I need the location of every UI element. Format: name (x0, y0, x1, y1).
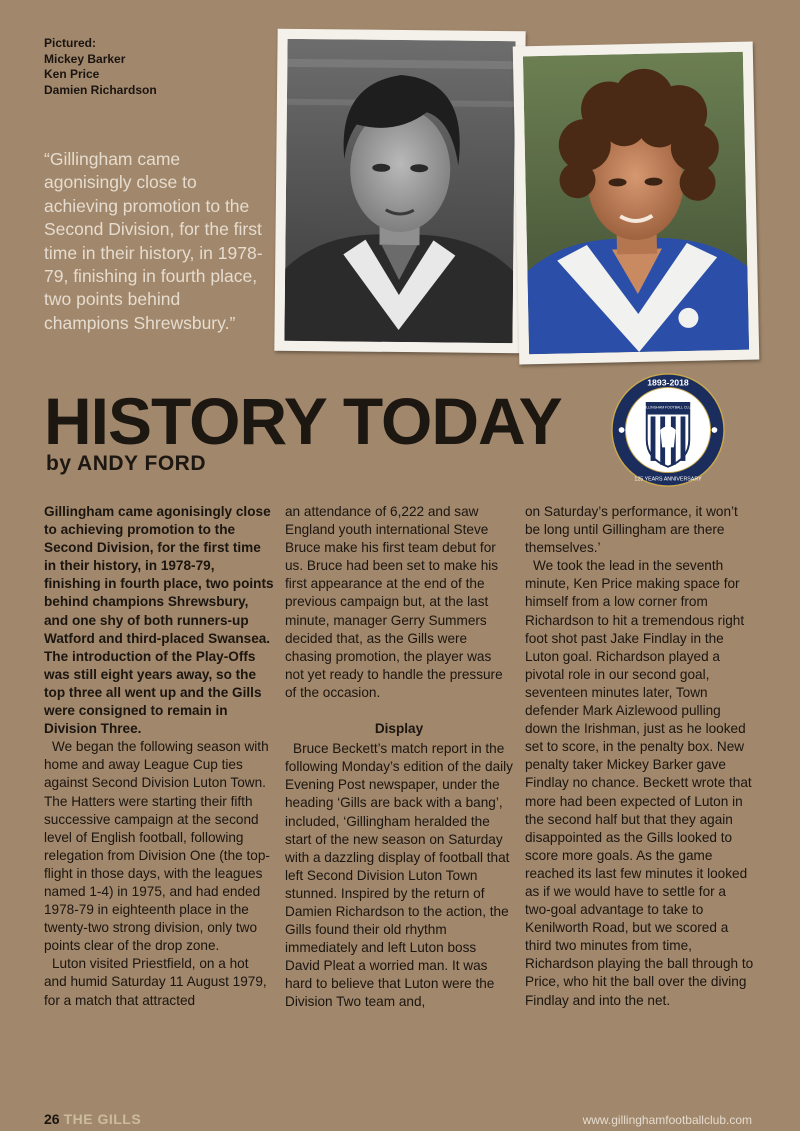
article-column-1 (44, 503, 274, 1010)
badge-star-icon (712, 427, 718, 433)
byline: by ANDY FORD (46, 452, 207, 475)
body-paragraph: Luton visited Priestfield, on a hot and humid Saturday 11 August 1979, for a match that attracted (44, 956, 267, 1008)
badge-bottom-text: 125 YEARS ANNIVERSARY (634, 476, 702, 483)
body-paragraph: Bruce Beckett’s match report in the following Monday’s edition of the daily Evening Post newspaper, under the heading ‘Gills are back with a bang’, included, ‘Gillingham heralded the start of the new season on Saturday with a dazzling display of football that left Second Division Luton Town stunned. Inspired by the return of Damien Richardson to the action, the Gills found their old rhythm immediately and left Luton boss David Pleat a worried man. It was hard to believe that Luton were the Division Two team and, (285, 741, 513, 1010)
page-number: 26 (44, 1111, 60, 1127)
badge-top-text: 1893-2018 (647, 377, 689, 388)
portrait-image (523, 52, 749, 355)
footer-url: www.gillinghamfootballclub.com (582, 1113, 752, 1127)
headline: HISTORY TODAY (44, 384, 562, 458)
anniversary-badge (610, 372, 726, 488)
portrait-image (284, 39, 515, 343)
body-paragraph: We took the lead in the seventh minute, Ken Price making space for himself from a low corner from Richardson to hit a tremendous right foot shot past Jake Findlay in the Luton goal. Richardson played a pivotal role in our second goal, seventeen minutes later, Town defender Mark Aizlewood pulling down the Irishman, just as he looked set to score, in the penalty box. New penalty taker Mickey Barker gave Findlay no chance. Beckett wrote that more had been expected of Luton in the second half but that they again disappointed as the Gills looked to score more goals. As the game reached its last few minutes it looked as if we would have to settle for a two-goal advantage to take to Kenilworth Road, but we scored a third two minutes from time, Richardson playing the ball through to Price, who hit the ball over the diving Findlay and into the net. (525, 558, 754, 1008)
caption-name: Ken Price (44, 67, 100, 81)
article-column-2 (285, 503, 513, 1012)
player-photo-colour (513, 42, 760, 365)
body-paragraph: We began the following season with home and away League Cup ties against Second Division Luton Town. The Hatters were starting their fifth successive campaign at the second level of English football, following relegation from Division One (the top-flight in those days, with the leagues named 1-4) in 1975, and had ended 1978-79 in eighteenth place in the twenty-two strong division, only two points clear of the drop zone. (44, 739, 270, 954)
badge-star-icon (619, 427, 625, 433)
caption-heading: Pictured: (44, 36, 97, 50)
pull-quote: “Gillingham came agonisingly close to achieving promotion to the Second Division, for the first time in their history, in 1978-79, finishing in fourth place, two points behind champions Shrewsbury.” (44, 149, 263, 333)
intro-paragraph: Gillingham came agonisingly close to achieving promotion to the Second Division, for the first time in their history, in 1978-79, finishing in fourth place, two points behind champions Shrewsbury, and one shy of both runners-up Watford and third-placed Swansea. The introduction of the Play-Offs was still eight years away, so the top three all went up and the Gills were consigned to remain in Division Three. (44, 504, 274, 737)
magazine-brand: THE GILLS (63, 1111, 142, 1127)
section-subhead: Display (374, 721, 424, 737)
body-paragraph: an attendance of 6,222 and saw England youth international Steve Bruce make his first team debut for us. Bruce had been set to make his first appearance at the end of the previous campaign but, at the last minute, manager Gerry Summers decided that, as the Gills were chasing promotion, the player was not yet ready to handle the pressure of the occasion. (285, 504, 503, 700)
body-paragraph: on Saturday’s performance, it won’t be long until Gillingham are there themselves.’ (525, 504, 738, 556)
badge-club-text: GILLINGHAM FOOTBALL CLUB (642, 405, 694, 410)
article-column-3 (525, 503, 755, 1010)
photo-caption (44, 36, 157, 98)
player-photo-bw (274, 29, 525, 354)
footer-folio (44, 1111, 141, 1127)
caption-name: Damien Richardson (44, 82, 157, 97)
caption-name: Mickey Barker (44, 51, 126, 66)
horse-icon (660, 426, 675, 447)
